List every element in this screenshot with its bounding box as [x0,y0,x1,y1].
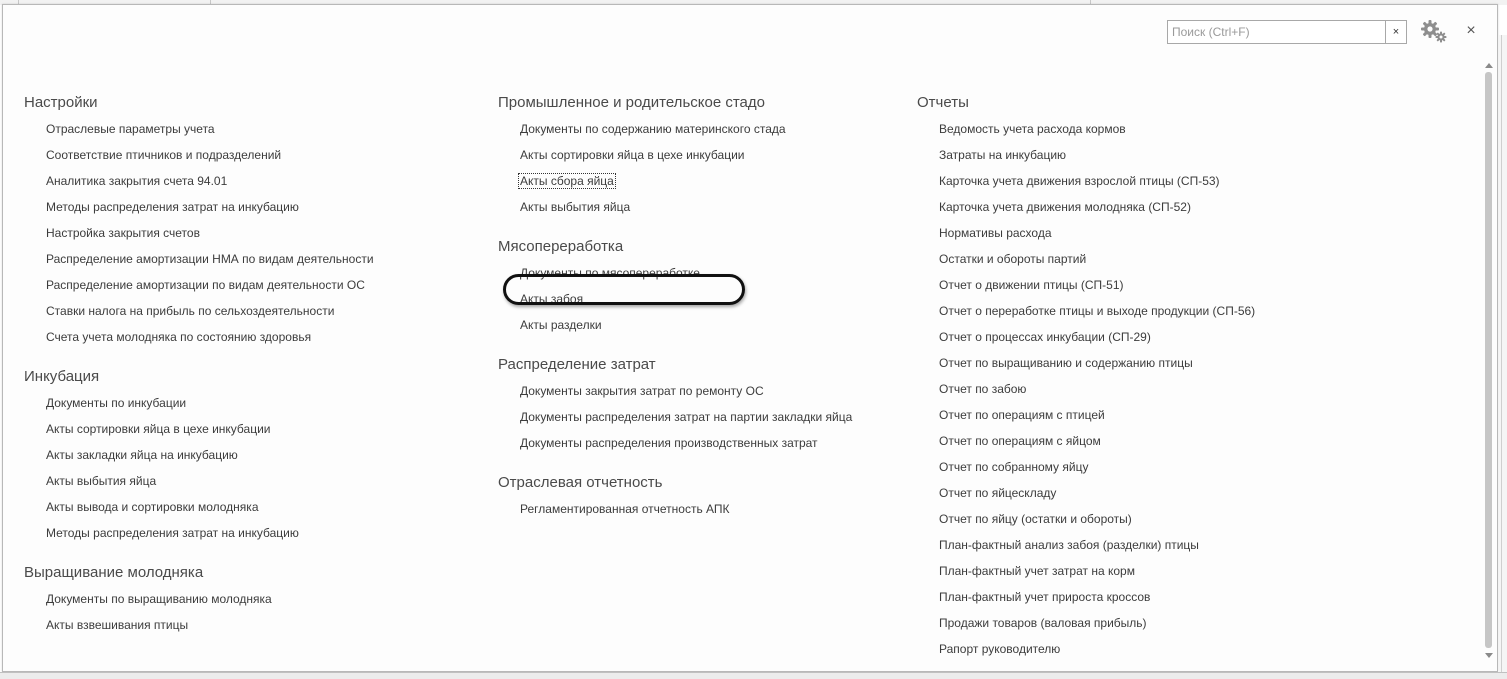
group-title: Выращивание молодняка [24,564,204,581]
search-box [1167,20,1407,44]
group-title: Мясопереработка [498,238,624,255]
link-item[interactable]: Продажи товаров (валовая прибыль) [939,616,1147,630]
group-reports [917,92,1256,668]
link-item[interactable]: Отчет о переработке птицы и выходе продукции (СП-56) [939,304,1256,318]
link-item[interactable]: Отчет о движении птицы (СП-51) [939,278,1124,292]
link-item[interactable]: Акты вывода и сортировки молодняка [46,500,259,514]
group-incubation [24,366,375,552]
link-item[interactable]: Отчет по собранному яйцу [939,460,1089,474]
vertical-scrollbar[interactable] [1483,63,1495,663]
link-item[interactable]: Акты выбытия яйца [520,200,631,214]
column-right [917,92,1256,668]
column-middle [498,92,853,528]
link-item[interactable]: Документы по выращиванию молодняка [46,592,272,606]
link-item[interactable]: Акты разделки [520,318,602,332]
link-item[interactable]: Отчет по операциям с птицей [939,408,1105,422]
group-title: Настройки [24,94,98,111]
link-item[interactable]: Акты забоя [520,292,584,306]
link-item-focused[interactable]: Акты сбора яйца [520,174,614,188]
column-left [24,92,375,644]
link-item[interactable]: Отчет по забою [939,382,1027,396]
link-item[interactable]: Ставки налога на прибыль по сельхоздеятельности [46,304,335,318]
link-item[interactable]: Карточка учета движения молодняка (СП-52) [939,200,1191,214]
link-item[interactable]: Счета учета молодняка по состоянию здоровья [46,330,312,344]
group-industrial-herd [498,92,853,226]
link-item[interactable]: Настройка закрытия счетов [46,226,200,240]
group-title: Промышленное и родительское стадо [498,94,765,111]
link-item[interactable]: Затраты на инкубацию [939,148,1067,162]
close-icon: × [1466,22,1476,39]
link-item[interactable]: Ведомость учета расхода кормов [939,122,1126,136]
link-item[interactable]: Отчет по операциям с яйцом [939,434,1101,448]
link-item[interactable]: Отраслевые параметры учета [46,122,215,136]
link-item[interactable]: Отчет по яйцу (остатки и обороты) [939,512,1132,526]
scroll-up-arrow-icon[interactable] [1485,63,1493,68]
link-item[interactable]: Соответствие птичников и подразделений [46,148,282,162]
link-item[interactable]: Методы распределения затрат на инкубацию [46,200,299,214]
group-industry-reporting [498,472,853,528]
link-item[interactable]: Акты сортировки яйца в цехе инкубации [46,422,271,436]
group-young-stock [24,562,375,644]
link-item[interactable]: Документы по инкубации [46,396,187,410]
link-item[interactable]: План-фактный анализ забоя (разделки) птицы [939,538,1199,552]
link-item[interactable]: Рапорт руководителю [939,642,1061,656]
link-item[interactable]: Аналитика закрытия счета 94.01 [46,174,228,188]
settings-gear-button[interactable] [1419,18,1449,44]
link-item[interactable]: Регламентированная отчетность АПК [520,502,730,516]
link-item[interactable]: Карточка учета движения взрослой птицы (СП-53) [939,174,1220,188]
gear-icon [1419,18,1449,44]
group-title: Распределение затрат [498,356,656,373]
link-item[interactable]: Акты закладки яйца на инкубацию [46,448,238,462]
link-item[interactable]: Нормативы расхода [939,226,1052,240]
group-settings [24,92,375,356]
clear-icon: × [1392,26,1400,38]
search-input[interactable] [1167,20,1385,44]
search-clear-button[interactable] [1385,20,1407,44]
link-item[interactable]: Акты выбытия яйца [46,474,157,488]
group-meat-processing [498,236,853,344]
link-item-highlighted[interactable]: Документы по мясопереработке [520,266,700,280]
link-item[interactable]: План-фактный учет прироста кроссов [939,590,1151,604]
close-button[interactable] [1462,22,1480,40]
link-item[interactable]: План-фактный учет затрат на корм [939,564,1135,578]
link-item[interactable]: Документы распределения затрат на партии закладки яйца [520,410,853,424]
link-item[interactable]: Документы распределения производственных затрат [520,436,818,450]
background-window-edge [1499,35,1507,678]
group-title: Отчеты [917,94,969,111]
link-item[interactable]: Распределение амортизации НМА по видам деятельности [46,252,374,266]
link-item[interactable]: Остатки и обороты партий [939,252,1087,266]
link-item[interactable]: Отчет по яйцескладу [939,486,1057,500]
link-item[interactable]: Методы распределения затрат на инкубацию [46,526,299,540]
link-item[interactable]: Отчет по выращиванию и содержанию птицы [939,356,1193,370]
group-cost-distribution [498,354,853,462]
scroll-down-arrow-icon[interactable] [1485,653,1493,658]
link-item[interactable]: Акты сортировки яйца в цехе инкубации [520,148,745,162]
link-item[interactable]: Акты взвешивания птицы [46,618,189,632]
group-title: Инкубация [24,368,100,385]
group-title: Отраслевая отчетность [498,474,663,491]
link-item[interactable]: Документы закрытия затрат по ремонту ОС [520,384,764,398]
link-item[interactable]: Отчет о процессах инкубации (СП-29) [939,330,1151,344]
edge-line [1501,35,1502,678]
link-item[interactable]: Распределение амортизации по видам деятельности ОС [46,278,365,292]
link-item[interactable]: Документы по содержанию материнского стада [520,122,786,136]
scroll-thumb[interactable] [1485,72,1492,648]
